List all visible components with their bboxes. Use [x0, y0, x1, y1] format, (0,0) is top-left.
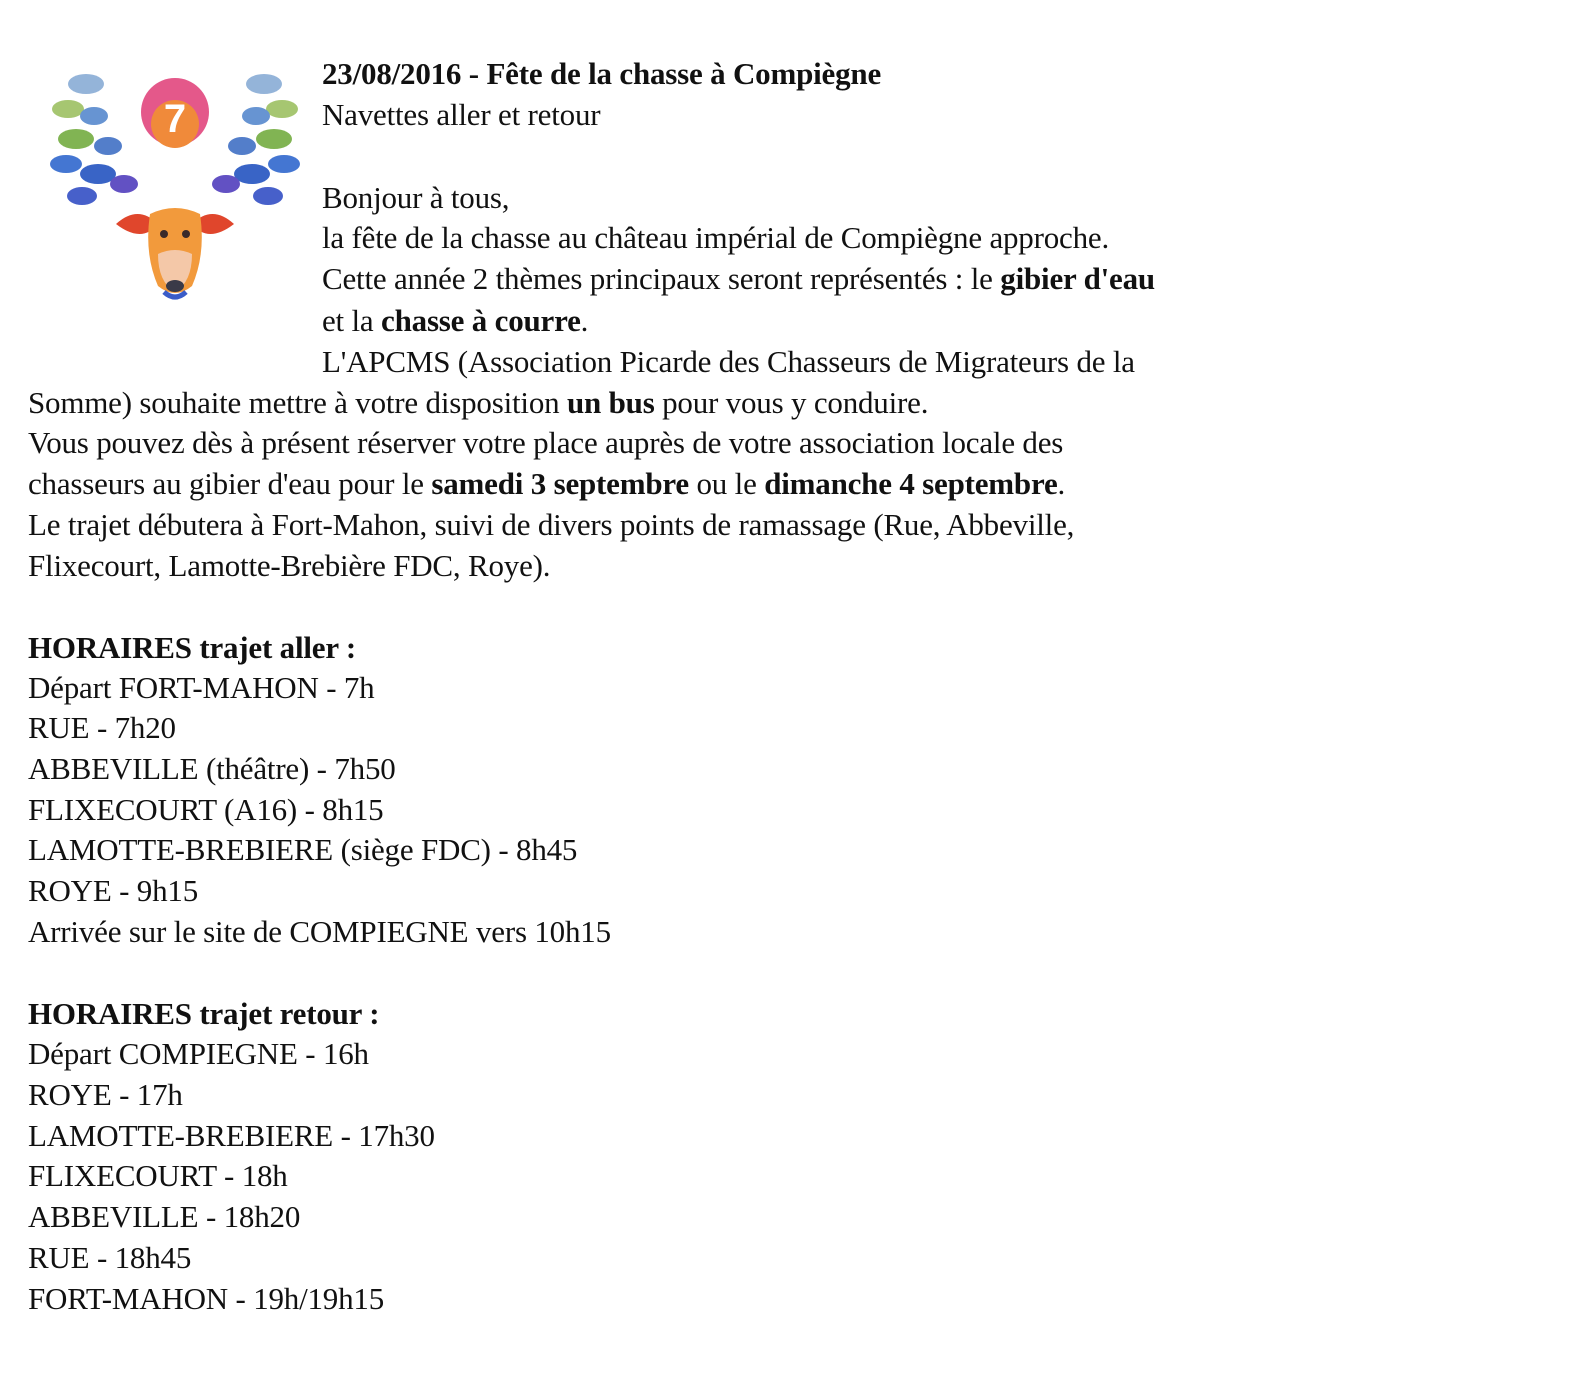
aller-stop: ROYE - 9h15: [28, 873, 199, 908]
intro-line-3-text: et la: [322, 303, 382, 338]
highlight-chasse-a-courre: chasse à courre: [381, 303, 581, 338]
intro-line-2-text: Cette année 2 thèmes principaux seront représentés : le: [322, 261, 1001, 296]
intro-line-1: la fête de la chasse au château impérial de Compiègne approche.: [322, 220, 1109, 255]
intro-line-2: [322, 259, 1155, 299]
intro-line-6: Vous pouvez dès à présent réserver votre place auprès de votre association locale des: [28, 425, 1064, 460]
aller-stop: Arrivée sur le site de COMPIEGNE vers 10h15: [28, 914, 611, 949]
logo-badge-text: 7: [163, 97, 187, 141]
retour-stop: LAMOTTE-BREBIERE - 17h30: [28, 1118, 435, 1153]
intro-line-5-end: pour vous y conduire.: [654, 385, 929, 420]
intro-line-7-text: chasseurs au gibier d'eau pour le: [28, 466, 432, 501]
retour-stop: ABBEVILLE - 18h20: [28, 1199, 301, 1234]
aller-heading: HORAIRES trajet aller :: [28, 630, 357, 665]
intro-line-5-text: Somme) souhaite mettre à votre disposition: [28, 385, 567, 420]
intro-line-7-mid: ou le: [688, 466, 765, 501]
deer-head-logo-icon: [46, 54, 304, 304]
page-title: 23/08/2016 - Fête de la chasse à Compiègne: [322, 56, 881, 91]
highlight-un-bus: un bus: [566, 385, 655, 420]
retour-stop: FLIXECOURT - 18h: [28, 1158, 288, 1193]
retour-stop: FORT-MAHON - 19h/19h15: [28, 1281, 385, 1316]
retour-heading: HORAIRES trajet retour :: [28, 996, 380, 1031]
retour-stop: RUE - 18h45: [28, 1240, 192, 1275]
intro-line-5: [28, 383, 928, 423]
aller-stop: FLIXECOURT (A16) - 8h15: [28, 792, 384, 827]
highlight-dimanche: dimanche 4 septembre: [764, 466, 1058, 501]
aller-stop: LAMOTTE-BREBIERE (siège FDC) - 8h45: [28, 832, 578, 867]
retour-stop: Départ COMPIEGNE - 16h: [28, 1036, 369, 1071]
intro-line-3-end: .: [580, 303, 589, 338]
aller-stop: Départ FORT-MAHON - 7h: [28, 670, 375, 705]
intro-line-9: Flixecourt, Lamotte-Brebière FDC, Roye).: [28, 548, 551, 583]
intro-line-4: L'APCMS (Association Picarde des Chasseurs de Migrateurs de la: [322, 344, 1135, 379]
intro-line-7-end: .: [1057, 466, 1066, 501]
intro-line-7: [28, 464, 1065, 504]
retour-stop: ROYE - 17h: [28, 1077, 183, 1112]
intro-line-3: [322, 301, 588, 341]
highlight-samedi: samedi 3 septembre: [431, 466, 689, 501]
aller-stop: ABBEVILLE (théâtre) - 7h50: [28, 751, 396, 786]
aller-stop: RUE - 7h20: [28, 710, 176, 745]
intro-line-8: Le trajet débutera à Fort-Mahon, suivi de divers points de ramassage (Rue, Abbeville,: [28, 507, 1075, 542]
highlight-gibier-deau: gibier d'eau: [1000, 261, 1155, 296]
greeting: Bonjour à tous,: [322, 180, 510, 215]
page-subtitle: Navettes aller et retour: [322, 97, 601, 132]
